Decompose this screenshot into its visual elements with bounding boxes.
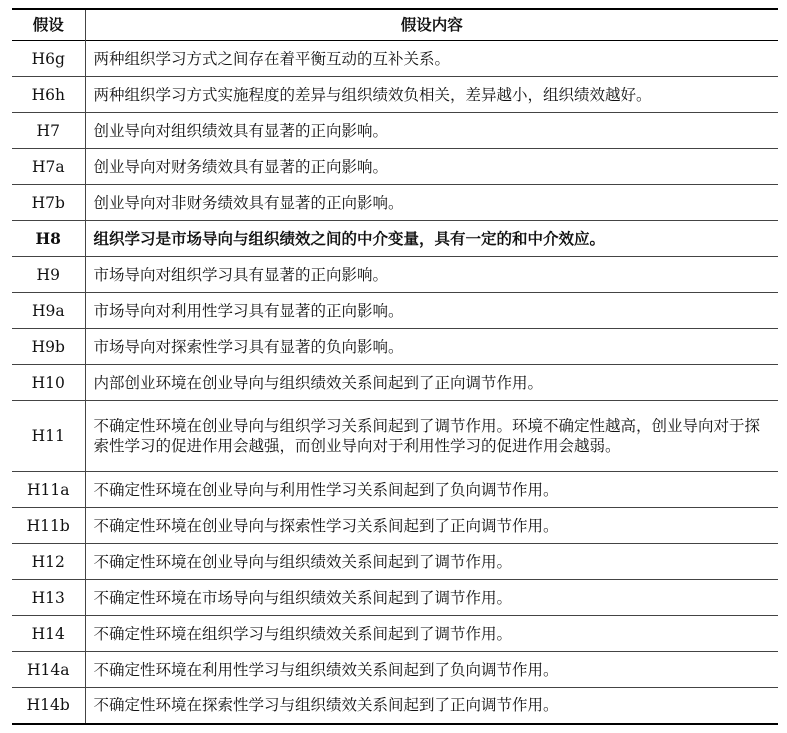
hypothesis-text: 市场导向对探索性学习具有显著的负向影响。: [93, 337, 404, 356]
hypothesis-id: H14a: [12, 652, 85, 688]
hypothesis-text: 内部创业环境在创业导向与组织绩效关系间起到了正向调节作用。: [93, 373, 544, 392]
hypothesis-id: H7: [12, 113, 85, 149]
table-row: [12, 544, 778, 580]
table-row: [12, 508, 778, 544]
hypothesis-text: 两种组织学习方式之间存在着平衡互动的互补关系。: [93, 49, 451, 68]
table-row: [12, 185, 778, 221]
hypothesis-id: H9a: [12, 293, 85, 329]
hypothesis-text: 不确定性环境在市场导向与组织绩效关系间起到了调节作用。: [93, 588, 513, 607]
hypothesis-id: H11b: [12, 508, 85, 544]
hypothesis-id: H11a: [12, 472, 85, 508]
table-row: [12, 149, 778, 185]
hypothesis-id: H10: [12, 365, 85, 401]
header-hypothesis: 假设: [12, 9, 85, 41]
hypothesis-id: H7b: [12, 185, 85, 221]
hypothesis-text: 组织学习是市场导向与组织绩效之间的中介变量，具有一定的和中介效应。: [93, 228, 606, 248]
table-row: [12, 365, 778, 401]
table-row: [12, 329, 778, 365]
hypothesis-text: 不确定性环境在创业导向与探索性学习关系间起到了正向调节作用。: [93, 516, 559, 535]
hypothesis-text: 两种组织学习方式实施程度的差异与组织绩效负相关，差异越小，组织绩效越好。: [93, 85, 652, 104]
table-row: [12, 472, 778, 508]
hypothesis-id: H13: [12, 580, 85, 616]
hypothesis-id: H14: [12, 616, 85, 652]
hypothesis-id: H7a: [12, 149, 85, 185]
hypothesis-id: H14b: [12, 688, 85, 724]
hypothesis-text: 市场导向对利用性学习具有显著的正向影响。: [93, 301, 404, 320]
hypothesis-text: 创业导向对财务绩效具有显著的正向影响。: [93, 157, 389, 176]
hypothesis-table: [12, 8, 778, 725]
hypothesis-id: H9b: [12, 329, 85, 365]
hypothesis-text: 创业导向对组织绩效具有显著的正向影响。: [93, 121, 389, 140]
hypothesis-id: H8: [12, 221, 85, 257]
hypothesis-text: 不确定性环境在利用性学习与组织绩效关系间起到了负向调节作用。: [93, 660, 559, 679]
hypothesis-id: H9: [12, 257, 85, 293]
table-row: [12, 616, 778, 652]
table-row: [12, 580, 778, 616]
hypothesis-text: 不确定性环境在创业导向与组织绩效关系间起到了调节作用。: [93, 552, 513, 571]
table-row: [12, 293, 778, 329]
hypothesis-id: H6g: [12, 41, 85, 77]
hypothesis-text: 市场导向对组织学习具有显著的正向影响。: [93, 265, 389, 284]
hypothesis-text: 不确定性环境在创业导向与组织学习关系间起到了调节作用。环境不确定性越高，创业导向对于探索性学习的促进作用会越强，而创业导向对于利用性学习的促进作用会越弱。: [93, 417, 761, 455]
table-row-bold: [12, 221, 778, 257]
hypothesis-id: H12: [12, 544, 85, 580]
hypothesis-table-container: [12, 8, 778, 725]
table-row: [12, 77, 778, 113]
table-row: [12, 113, 778, 149]
hypothesis-text: 不确定性环境在探索性学习与组织绩效关系间起到了正向调节作用。: [93, 696, 559, 715]
hypothesis-text: 创业导向对非财务绩效具有显著的正向影响。: [93, 193, 404, 212]
hypothesis-text: 不确定性环境在组织学习与组织绩效关系间起到了调节作用。: [93, 624, 513, 643]
table-row: [12, 401, 778, 472]
hypothesis-id: H11: [12, 401, 85, 472]
table-row: [12, 257, 778, 293]
table-row: [12, 41, 778, 77]
table-header-row: [12, 9, 778, 41]
hypothesis-id: H6h: [12, 77, 85, 113]
header-hypothesis-content: 假设内容: [400, 15, 463, 34]
hypothesis-text: 不确定性环境在创业导向与利用性学习关系间起到了负向调节作用。: [93, 480, 559, 499]
table-row: [12, 652, 778, 688]
table-row: [12, 688, 778, 724]
